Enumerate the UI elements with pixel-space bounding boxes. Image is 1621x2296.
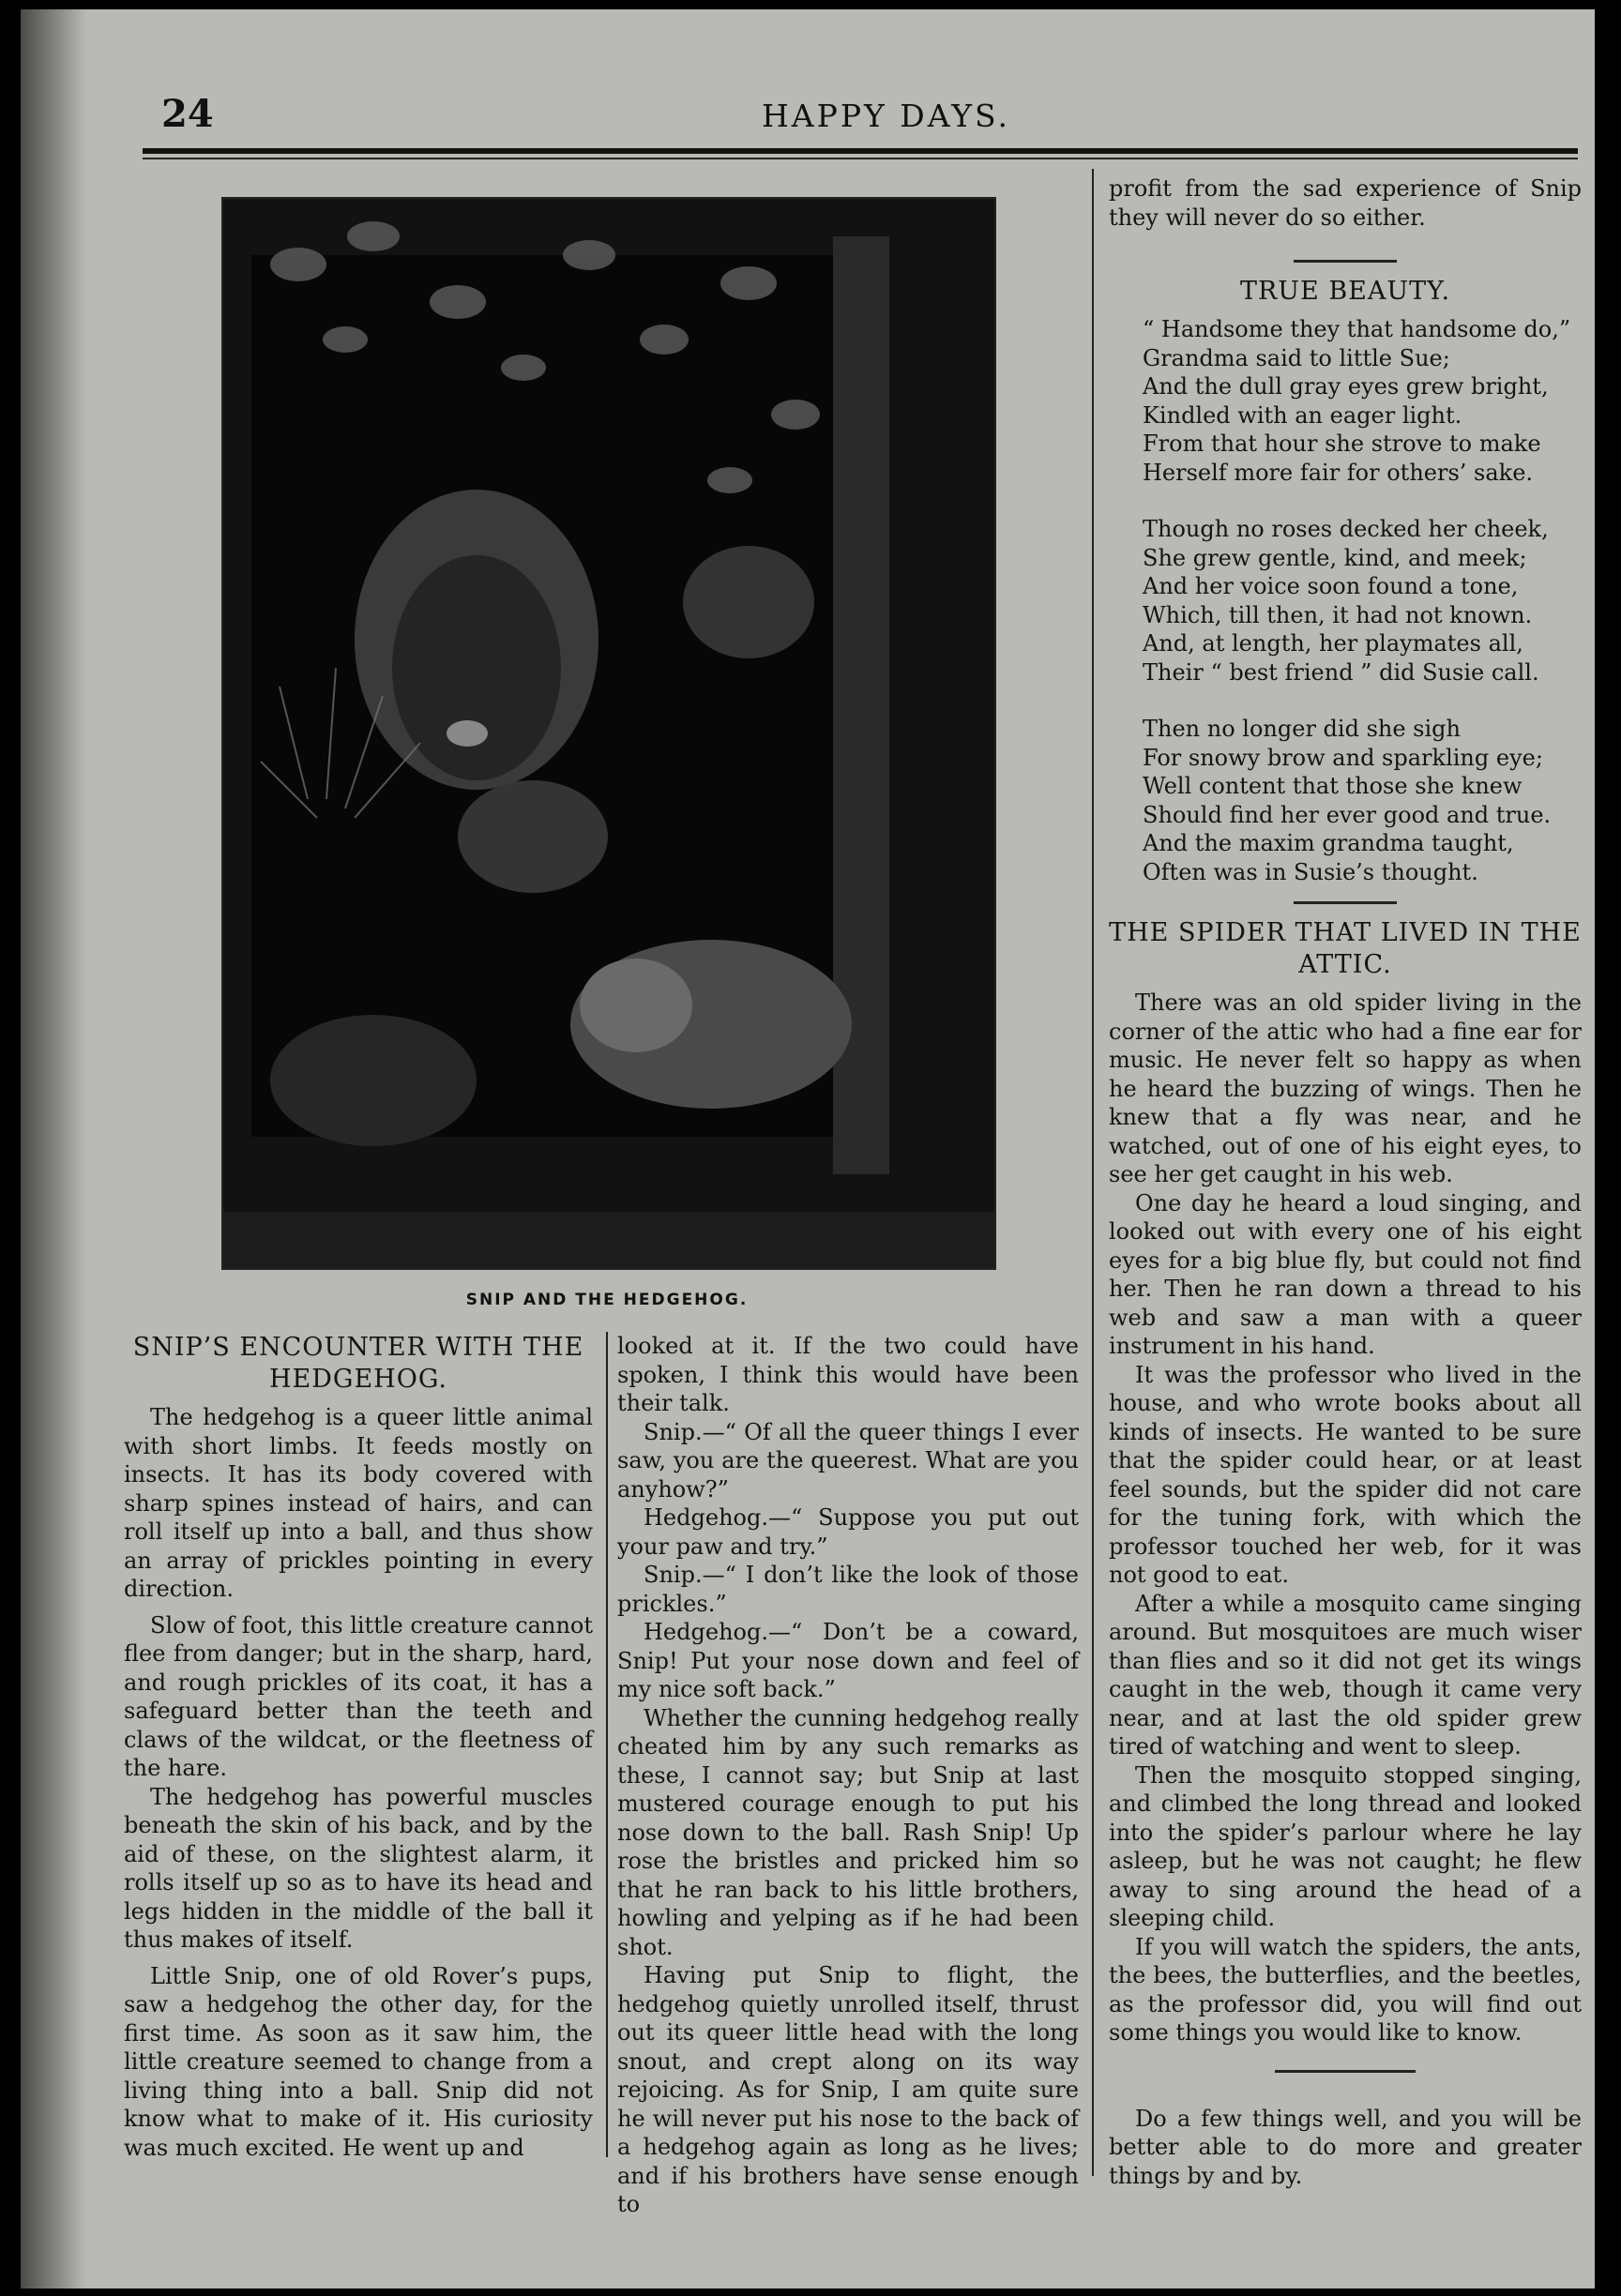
poem-true-beauty (1109, 276, 1582, 886)
poem-line: She grew gentle, kind, and meek; (1143, 544, 1527, 571)
section-rule (1294, 260, 1397, 263)
spider-paragraph: One day he heard a loud singing, and looked out with every one of his eight eyes for a big blue fly, but could not find her. Then he ran down a thread to his web and saw a man with a queer instrument in his hand. (1109, 1189, 1582, 1359)
column-right (1109, 174, 1582, 2190)
column-left (124, 1332, 593, 2162)
poem-line: Their “ best friend ” did Susie call. (1143, 658, 1539, 686)
section-rule (1275, 2070, 1416, 2073)
column-middle (617, 1332, 1079, 2219)
poem-title: TRUE BEAUTY. (1239, 277, 1451, 306)
poem-line: Herself more fair for others’ sake. (1143, 459, 1534, 486)
spider-paragraph: Then the mosquito stopped singing, and climbed the long thread and looked into the spider’s parlour where he lay asleep, but he was not caught; he flew away to sing around the head of a sleeping child. (1109, 1761, 1582, 1931)
continued-paragraph: profit from the sad experience of Snip they will never do so either. (1109, 175, 1582, 231)
poem-line: And, at length, her playmates all, (1143, 630, 1523, 657)
poem-line: And the maxim grandma taught, (1143, 830, 1514, 856)
poem-stanza (1109, 315, 1582, 487)
snip-story-title: SNIP’S ENCOUNTER WITH THE HEDGEHOG. (132, 1333, 584, 1394)
illustration-snip-and-hedgehog (221, 197, 996, 1270)
snip-paragraph: Slow of foot, this little creature cannot flee from danger; but in the sharp, hard, and rough prickles of its coat, it has a safeguard better than the teeth and claws of the wildcat, or the fleetness of the hare. (124, 1611, 593, 1781)
spider-paragraph: It was the professor who lived in the house, and who wrote books about all kinds of insects. He wanted to be sure that the spider could hear, or at least feel sounds, but the spider did not care for the tuning fork, with which the professor touched her web, for it was not good to eat. (1109, 1361, 1582, 1588)
poem-stanza (1109, 715, 1582, 886)
poem-line: And the dull gray eyes grew bright, (1143, 373, 1549, 400)
section-rule (1294, 901, 1397, 904)
page (21, 9, 1595, 2288)
page-header (161, 92, 1568, 139)
poem-line: Often was in Susie’s thought. (1143, 858, 1478, 885)
spider-paragraph: After a while a mosquito came singing around. But mosquitoes are much wiser than flies and so it did not get its wings caught in the web, though it came very near, and at last the old spider grew tired of watching and went to sleep. (1109, 1590, 1582, 1760)
dialog-paragraph: looked at it. If the two could have spoken, I think this would have been their talk. (617, 1333, 1079, 1416)
column-divider-left (606, 1332, 608, 2157)
poem-line: “ Handsome they that handsome do,” (1143, 316, 1571, 342)
snip-paragraph: Little Snip, one of old Rover’s pups, saw a hedgehog the other day, for the first time. As soon as it saw him, the little creature seemed to change from a living thing into a ball. Snip did not know what to make of it. His curiosity was much excited. He went up and (124, 1962, 593, 2161)
poem-line: For snowy brow and sparkling eye; (1143, 744, 1543, 771)
header-rule (143, 148, 1578, 154)
poem-line: Well content that those she knew (1143, 773, 1523, 799)
page-number: 24 (161, 92, 214, 136)
dialog-paragraph: Snip.—“ Of all the queer things I ever saw, you are the queerest. What are you anyhow?” (617, 1418, 1079, 1503)
snip-paragraph: The hedgehog is a queer little animal with short limbs. It feeds mostly on insects. It has its body covered with sharp spines instead of hairs, and can roll itself up into a ball, and thus show an array of prickles pointing in every direction. (124, 1404, 593, 1602)
poem-line: Grandma said to little Sue; (1143, 344, 1450, 371)
poem-line: From that hour she strove to make (1143, 430, 1541, 457)
dialog-paragraph: Having put Snip to flight, the hedgehog quietly unrolled itself, thrust out its queer little head with the long snout, and crept along on its way rejoicing. As for Snip, I am quite sure he will never put his nose to the back of a hedgehog again as long as he lives; and if his brothers have sense enough to (617, 1962, 1079, 2217)
snip-paragraph: The hedgehog has powerful muscles beneath the skin of his back, and by the aid of these, on the slightest alarm, it rolls itself up so as to have its head and legs hidden in the middle of the ball it thus makes of itself. (124, 1783, 593, 1953)
poem-line: And her voice soon found a tone, (1143, 573, 1519, 599)
poem-stanza (1109, 515, 1582, 687)
engraving-image (223, 199, 994, 1268)
illustration-caption: SNIP AND THE HEDGEHOG. (465, 1291, 749, 1309)
poem-line: Kindled with an eager light. (1143, 401, 1462, 429)
maxim-paragraph: Do a few things well, and you will be better able to do more and greater things by and by. (1109, 2105, 1582, 2189)
spider-paragraph: There was an old spider living in the corner of the attic who had a fine ear for music. He never felt so happy as when he heard the buzzing of wings. Then he knew that a fly was near, and he watched, out of one of his eight eyes, to see her get caught in his web. (1109, 989, 1582, 1187)
header-rule-thin (143, 158, 1578, 159)
running-title: HAPPY DAYS. (762, 98, 1010, 134)
dialog-paragraph: Hedgehog.—“ Don’t be a coward, Snip! Put your nose down and feel of my nice soft back.” (617, 1619, 1079, 1702)
poem-line: Which, till then, it had not known. (1143, 601, 1533, 628)
spider-paragraph: If you will watch the spiders, the ants, the bees, the butterflies, and the beetles, as the professor did, you will find out some things you would like to know. (1109, 1933, 1582, 2046)
poem-line: Should find her ever good and true. (1143, 801, 1552, 828)
column-divider-right (1092, 169, 1094, 2176)
dialog-paragraph: Hedgehog.—“ Suppose you put out your paw and try.” (617, 1504, 1079, 1560)
poem-line: Though no roses decked her cheek, (1143, 516, 1549, 542)
poem-line: Then no longer did she sigh (1143, 716, 1461, 742)
dialog-paragraph: Whether the cunning hedgehog really cheated him by any such remarks as these, I cannot say; but Snip at last mustered courage enough to put his nose down to the ball. Rash Snip! Up rose the bristles and pricked him so that he ran back to his little brothers, howling and yelping as if he had been shot. (617, 1704, 1079, 1960)
spider-story-title: THE SPIDER THAT LIVED IN THE ATTIC. (1109, 918, 1582, 979)
dialog-paragraph: Snip.—“ I don’t like the look of those prickles.” (617, 1562, 1079, 1617)
